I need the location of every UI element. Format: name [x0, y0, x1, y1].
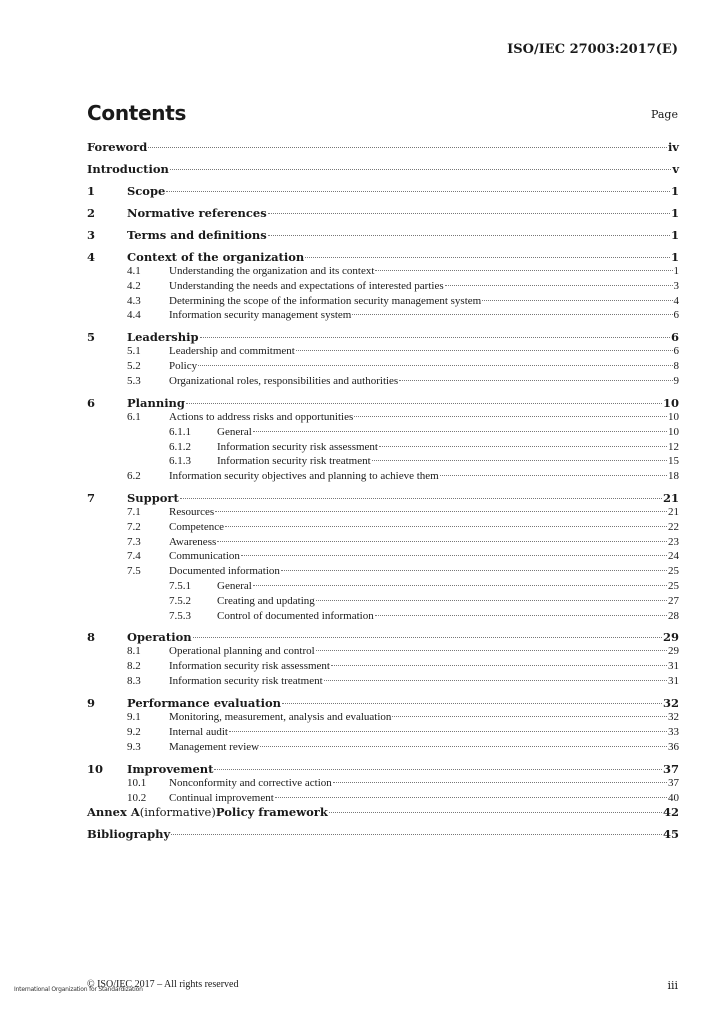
toc-subsubentry[interactable]: [87, 440, 679, 455]
toc-subentry-number: 4.3: [127, 294, 141, 307]
toc-subentry-page: 31: [668, 674, 679, 687]
toc-subentry[interactable]: [87, 264, 679, 279]
toc-subentry[interactable]: [87, 674, 679, 689]
toc-subentry-title: Organizational roles, responsibilities and authorities: [169, 374, 399, 387]
toc-entry-number: 9: [87, 696, 96, 710]
toc-subsubentry-number: 6.1.2: [169, 440, 191, 453]
toc-subentry-page: 6: [673, 345, 679, 357]
toc-subentry-title: Information security risk treatment: [169, 674, 323, 687]
toc-subentry[interactable]: [87, 549, 679, 564]
toc-subsubentry-title: General: [217, 579, 252, 592]
toc-subsubentry-title: Information security risk assessment: [217, 440, 378, 453]
toc-entry-title: Bibliography: [87, 827, 171, 841]
toc-entry-annex-type: (informative): [139, 805, 216, 819]
dot-leader: [214, 769, 662, 770]
toc-subentry-title: Understanding the organization and its context: [169, 265, 375, 277]
toc-subentry[interactable]: [87, 535, 679, 550]
dot-leader: [171, 834, 662, 835]
toc-entry-page: 42: [662, 805, 679, 819]
dot-leader: [253, 585, 667, 586]
dot-leader: [180, 498, 662, 499]
toc-subsubentry-number: 6.1.3: [169, 455, 191, 468]
dot-leader: [282, 703, 662, 704]
toc-section: [87, 206, 679, 220]
toc-subsubentry-page: 28: [668, 609, 679, 622]
dot-leader: [241, 555, 667, 556]
toc-subentry-number: 9.3: [127, 740, 141, 753]
toc-subentry-title: Internal audit: [169, 725, 228, 738]
dot-leader: [482, 300, 672, 301]
toc-section: [87, 162, 679, 176]
toc-entry-title: Improvement: [127, 762, 214, 776]
toc-section: [87, 630, 679, 688]
toc-subentry-title: Nonconformity and corrective action: [169, 777, 332, 789]
toc-entry[interactable]: [87, 696, 679, 710]
dot-leader: [281, 570, 667, 571]
toc-section: [87, 184, 679, 198]
toc-subentry[interactable]: [87, 659, 679, 674]
toc-entry-number: 3: [87, 228, 96, 242]
toc-subentry-number: 5.2: [127, 359, 141, 372]
toc-subentry-page: 25: [668, 565, 679, 578]
toc-entry[interactable]: [87, 162, 679, 176]
toc-subentry-number: 4.1: [127, 265, 141, 277]
toc-section: [87, 762, 679, 806]
toc-entry-number: 1: [87, 184, 96, 198]
toc-subsubentry-page: 15: [668, 455, 679, 468]
toc-entry-title: Support: [127, 491, 179, 505]
toc-entry-annex-title: Policy framework: [215, 805, 328, 819]
toc-subentry-page: 8: [673, 359, 679, 372]
toc-subentry-number: 6.1: [127, 411, 141, 423]
toc-subentry-title: Resources: [169, 506, 215, 518]
toc-subentry-title: Understanding the needs and expectations of interested parties: [169, 279, 444, 292]
toc-subentry-title: Information security risk assessment: [169, 659, 330, 672]
footer-organization: International Organization for Standardization: [14, 986, 143, 993]
toc-section: [87, 805, 679, 819]
toc-subsubentry-page: 25: [668, 579, 679, 592]
toc-entry-title: Planning: [127, 396, 185, 410]
toc-subsubentry-page: 10: [668, 425, 679, 438]
toc-subentry-page: 9: [673, 374, 679, 387]
toc-entry[interactable]: [87, 184, 679, 198]
toc-subentry-number: 6.2: [127, 470, 141, 483]
toc-entry[interactable]: [87, 206, 679, 220]
toc-entry-number: 8: [87, 630, 96, 644]
page-column-label: Page: [650, 108, 678, 121]
dot-leader: [372, 460, 667, 461]
toc-subentry-page: 33: [668, 725, 679, 738]
toc-section: [87, 827, 679, 841]
toc-subentry-page: 40: [668, 791, 679, 804]
toc-subentry-number: 8.2: [127, 659, 141, 672]
toc-subsubentry-number: 6.1.1: [169, 425, 191, 438]
dot-leader: [324, 680, 667, 681]
dot-leader: [379, 446, 667, 447]
toc-subentry-number: 9.2: [127, 725, 141, 738]
toc-entry-title: Annex A: [87, 805, 140, 819]
toc-entry-title: Normative references: [127, 206, 267, 220]
toc-subsubentry[interactable]: [87, 454, 679, 469]
dot-leader: [200, 337, 670, 338]
toc-entry-title: Terms and definitions: [127, 228, 267, 242]
toc-subentry-number: 4.2: [127, 279, 141, 292]
toc-section: [87, 396, 679, 484]
dot-leader: [253, 431, 667, 432]
toc-subsubentry-page: 12: [668, 440, 679, 453]
toc-entry[interactable]: [87, 805, 679, 819]
toc-subentry-title: Management review: [169, 740, 260, 753]
toc-subentry[interactable]: [87, 294, 679, 309]
toc-subentry[interactable]: [87, 469, 679, 484]
toc-subentry-page: 1: [673, 265, 679, 277]
toc-subentry-number: 5.3: [127, 374, 141, 387]
toc-subentry[interactable]: [87, 520, 679, 535]
toc-subsubentry-number: 7.5.1: [169, 579, 191, 592]
toc-entry[interactable]: [87, 140, 679, 154]
toc-entry[interactable]: [87, 630, 679, 644]
dot-leader: [186, 403, 662, 404]
toc-entry-number: 5: [87, 330, 96, 344]
toc-subentry-title: Actions to address risks and opportunities: [169, 411, 354, 423]
toc-entry-page: 1: [670, 184, 679, 198]
toc-section: [87, 250, 679, 323]
toc-entry[interactable]: [87, 250, 679, 264]
toc-subentry[interactable]: [87, 308, 679, 323]
toc-subentry-page: 6: [673, 309, 679, 322]
toc-subentry-title: Information security management system: [169, 309, 352, 322]
toc-subentry-number: 9.1: [127, 711, 141, 723]
toc-entry-page: 6: [670, 330, 679, 344]
toc-section: [87, 491, 679, 623]
toc-subentry-page: 3: [673, 279, 679, 292]
toc-subentry[interactable]: [87, 564, 679, 579]
toc-subentry[interactable]: [87, 359, 679, 374]
toc-entry-title: Foreword: [87, 140, 148, 154]
dot-leader: [148, 147, 667, 148]
toc-entry-page: 29: [662, 630, 679, 644]
toc-subentry-title: Determining the scope of the information security management system: [169, 294, 482, 307]
dot-leader: [166, 191, 670, 192]
dot-leader: [316, 600, 667, 601]
dot-leader: [193, 637, 662, 638]
toc-subentry-page: 29: [668, 645, 679, 657]
toc-subentry-number: 7.4: [127, 550, 141, 563]
toc-entry-page: 45: [662, 827, 679, 841]
dot-leader: [268, 235, 670, 236]
dot-leader: [305, 257, 670, 258]
toc-subentry-page: 10: [668, 411, 679, 423]
toc-subentry-page: 18: [668, 470, 679, 483]
toc-entry[interactable]: [87, 491, 679, 505]
dot-leader: [445, 285, 673, 286]
toc-subentry-title: Monitoring, measurement, analysis and evaluation: [169, 711, 392, 723]
toc-subentry-page: 31: [668, 659, 679, 672]
toc-subentry-page: 22: [668, 520, 679, 533]
toc-entry-title: Performance evaluation: [127, 696, 282, 710]
toc-entry-page: 32: [662, 696, 679, 710]
contents-title: Contents: [87, 101, 187, 125]
footer-copyright: © ISO/IEC 2017 – All rights reserved: [87, 979, 239, 990]
toc-subentry[interactable]: [87, 776, 679, 791]
toc-subentry[interactable]: [87, 725, 679, 740]
toc-entry[interactable]: [87, 330, 679, 344]
toc-entry-number: 2: [87, 206, 96, 220]
toc-entry-title: Introduction: [87, 162, 169, 176]
dot-leader: [352, 314, 672, 315]
toc-subsubentry[interactable]: [87, 579, 679, 594]
toc-subentry[interactable]: [87, 740, 679, 755]
toc-subsubentry-page: 27: [668, 594, 679, 607]
toc-entry-page: 1: [670, 228, 679, 242]
toc-subentry-page: 4: [673, 294, 679, 307]
toc-entry[interactable]: [87, 762, 679, 776]
toc-subentry-number: 7.1: [127, 506, 141, 518]
toc-subentry-title: Leadership and commitment: [169, 345, 295, 357]
toc-entry-title: Leadership: [127, 330, 199, 344]
toc-subentry-number: 7.3: [127, 535, 141, 548]
toc-subentry[interactable]: [87, 644, 679, 659]
toc-subentry[interactable]: [87, 710, 679, 725]
toc-entry[interactable]: [87, 228, 679, 242]
toc-entry-page: 37: [662, 762, 679, 776]
toc-subsubentry[interactable]: [87, 609, 679, 624]
toc-subentry-page: 32: [668, 711, 679, 723]
dot-leader: [331, 665, 667, 666]
toc-subentry[interactable]: [87, 791, 679, 806]
dot-leader: [198, 365, 672, 366]
dot-leader: [296, 350, 673, 351]
dot-leader: [440, 475, 667, 476]
toc-subentry-title: Continual improvement: [169, 791, 274, 804]
toc-section: [87, 330, 679, 388]
dot-leader: [399, 380, 672, 381]
toc-subentry-title: Documented information: [169, 565, 280, 578]
toc-subentry-title: Competence: [169, 520, 224, 533]
toc-subentry-title: Information security objectives and planning to achieve them: [169, 470, 439, 483]
document-id: ISO/IEC 27003:2017(E): [507, 42, 678, 57]
toc-subentry-number: 5.1: [127, 345, 141, 357]
toc-subsubentry-title: Creating and updating: [217, 594, 315, 607]
toc-entry-page: 1: [670, 206, 679, 220]
toc-subentry-page: 36: [668, 740, 679, 753]
toc-entry-number: 10: [87, 762, 104, 776]
toc-entry-title: Context of the organization: [127, 250, 305, 264]
toc-subentry-page: 37: [668, 777, 679, 789]
dot-leader: [329, 812, 662, 813]
toc-subentry-number: 4.4: [127, 309, 141, 322]
dot-leader: [354, 416, 667, 417]
toc-entry-number: 4: [87, 250, 96, 264]
toc-subentry[interactable]: [87, 279, 679, 294]
dot-leader: [229, 731, 667, 732]
dot-leader: [375, 270, 672, 271]
dot-leader: [225, 526, 667, 527]
toc-subentry-number: 8.3: [127, 674, 141, 687]
dot-leader: [217, 541, 667, 542]
toc-entry[interactable]: [87, 827, 679, 841]
toc-subsubentry[interactable]: [87, 594, 679, 609]
toc-subentry-title: Communication: [169, 550, 240, 563]
toc-section: [87, 696, 679, 754]
toc-subsubentry-number: 7.5.2: [169, 594, 191, 607]
toc-subentry-page: 23: [668, 535, 679, 548]
dot-leader: [316, 650, 667, 651]
toc-section: [87, 228, 679, 242]
toc-subentry[interactable]: [87, 410, 679, 425]
toc-subentry-number: 7.5: [127, 565, 141, 578]
dot-leader: [260, 746, 667, 747]
toc-entry-title: Scope: [127, 184, 166, 198]
toc-entry-page: 1: [670, 250, 679, 264]
dot-leader: [215, 511, 667, 512]
toc-entry-number: 7: [87, 491, 96, 505]
toc-subentry-page: 24: [668, 550, 679, 563]
toc-subentry-number: 7.2: [127, 520, 141, 533]
toc-entry-page: 10: [662, 396, 679, 410]
toc-subentry[interactable]: [87, 344, 679, 359]
toc-subentry-number: 10.1: [127, 777, 147, 789]
dot-leader: [170, 169, 671, 170]
toc-entry-page: 21: [662, 491, 679, 505]
toc-entry-title: Operation: [127, 630, 192, 644]
toc-section: [87, 140, 679, 154]
footer-page-number: iii: [667, 979, 678, 992]
toc-subsubentry-title: Information security risk treatment: [217, 455, 371, 468]
dot-leader: [392, 716, 667, 717]
toc-subentry[interactable]: [87, 505, 679, 520]
toc-subsubentry-title: General: [217, 425, 252, 438]
dot-leader: [333, 782, 667, 783]
dot-leader: [275, 797, 667, 798]
toc-subentry-title: Awareness: [169, 535, 217, 548]
toc-subsubentry[interactable]: [87, 425, 679, 440]
toc-entry[interactable]: [87, 396, 679, 410]
toc-subsubentry-title: Control of documented information: [217, 609, 374, 622]
toc-subentry-title: Operational planning and control: [169, 645, 315, 657]
toc-entry-number: 6: [87, 396, 96, 410]
toc-entry-page: v: [672, 162, 679, 176]
dot-leader: [268, 213, 670, 214]
toc-subentry[interactable]: [87, 374, 679, 389]
toc-subentry-title: Policy: [169, 359, 198, 372]
dot-leader: [375, 615, 667, 616]
toc-subentry-number: 10.2: [127, 791, 147, 804]
toc-entry-page: iv: [667, 140, 679, 154]
toc-subentry-number: 8.1: [127, 645, 141, 657]
toc-subsubentry-number: 7.5.3: [169, 609, 191, 622]
toc-subentry-page: 21: [668, 506, 679, 518]
